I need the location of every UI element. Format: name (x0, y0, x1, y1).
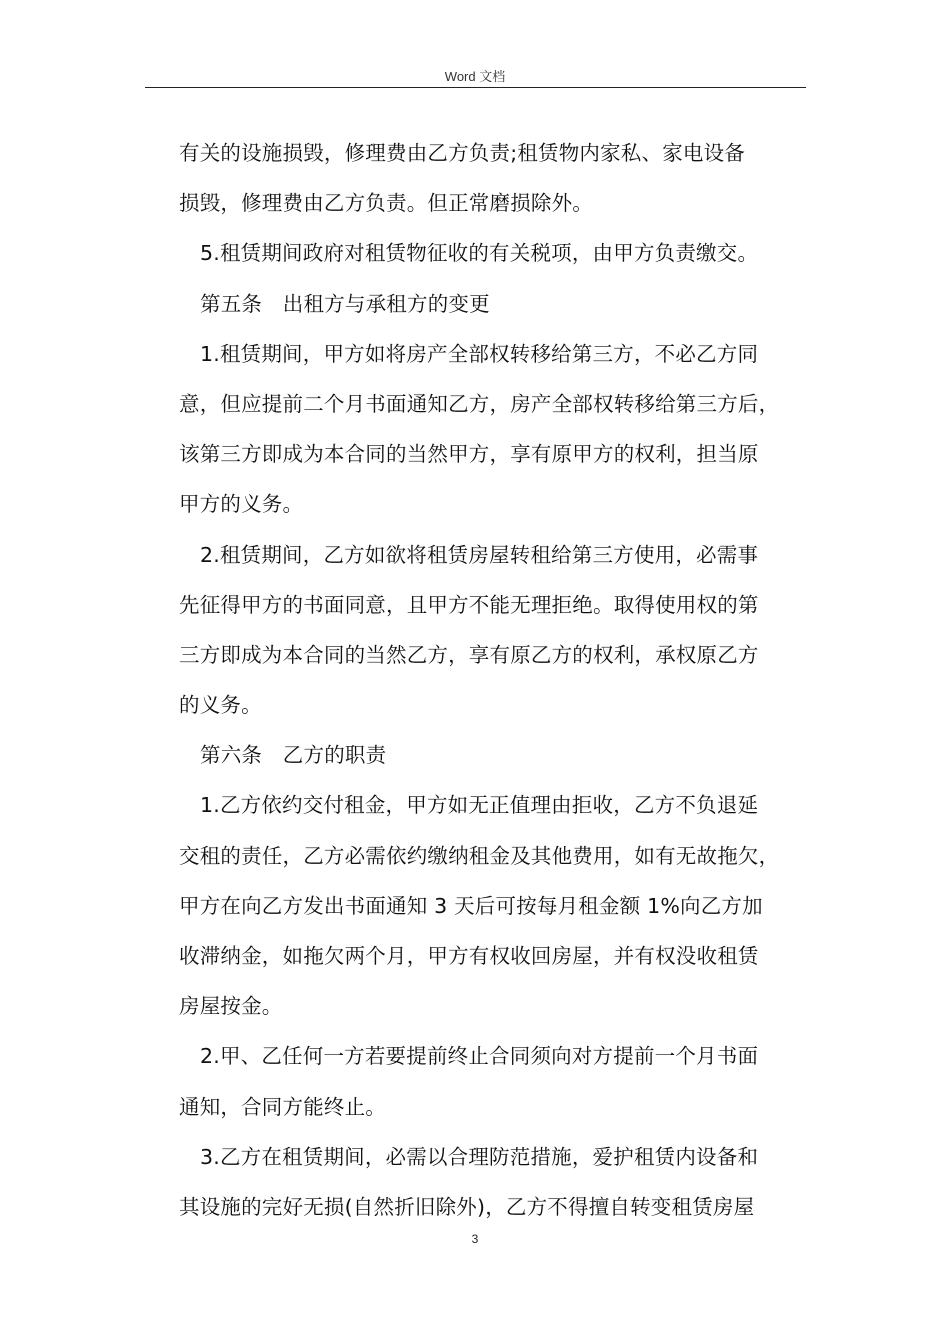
text-line: 意，但应提前二个月书面通知乙方，房产全部权转移给第三方后， (179, 391, 780, 416)
text-line: 收滞纳金，如拖欠两个月，甲方有权收回房屋，并有权没收租赁 (179, 944, 759, 968)
text-line: 甲方在向乙方发出书面通知 3 天后可按每月租金额 1%向乙方加 (179, 893, 763, 918)
text-line: 交租的责任，乙方必需依约缴纳租金及其他费用，如有无故拖欠， (179, 843, 780, 868)
document-body (179, 128, 819, 1232)
text-line: 有关的设施损毁，修理费由乙方负责;租赁物内家私、家电设备 (179, 141, 746, 165)
text-line: 其设施的完好无损(自然折旧除外)，乙方不得擅自转变租赁房屋 (179, 1194, 755, 1219)
text-line: 通知，合同方能终止。 (179, 1094, 386, 1119)
text-line: 该第三方即成为本合同的当然甲方，享有原甲方的权利，担当原 (179, 442, 759, 467)
text-line: 损毁，修理费由乙方负责。但正常磨损除外。 (179, 191, 593, 216)
text-line: 三方即成为本合同的当然乙方，享有原乙方的权利，承权原乙方 (179, 642, 759, 667)
text-line: 房屋按金。 (179, 994, 283, 1019)
text-line: 2.甲、乙任何一方若要提前终止合同须向对方提前一个月书面 (200, 1044, 759, 1069)
text-line: 2.租赁期间，乙方如欲将租赁房屋转租给第三方使用，必需事 (200, 542, 759, 567)
text-line: 1.租赁期间，甲方如将房产全部权转移给第三方，不必乙方同 (200, 341, 759, 366)
text-line: 第五条 出租方与承租方的变更 (200, 291, 490, 316)
text-line: 的义务。 (179, 693, 262, 718)
text-line: 先征得甲方的书面同意，且甲方不能无理拒绝。取得使用权的第 (179, 592, 759, 617)
text-line: 3.乙方在租赁期间，必需以合理防范措施，爱护租赁内设备和 (200, 1144, 759, 1169)
header-divider (145, 87, 806, 88)
text-line: 5.租赁期间政府对租赁物征收的有关税项，由甲方负责缴交。 (200, 241, 759, 266)
text-line: 甲方的义务。 (179, 492, 304, 517)
page-header-title: Word 文档 (444, 69, 506, 84)
page-number: 3 (471, 1232, 479, 1246)
text-line: 1.乙方依约交付租金，甲方如无正值理由拒收，乙方不负退延 (200, 793, 759, 818)
text-line: 第六条 乙方的职责 (200, 743, 387, 768)
